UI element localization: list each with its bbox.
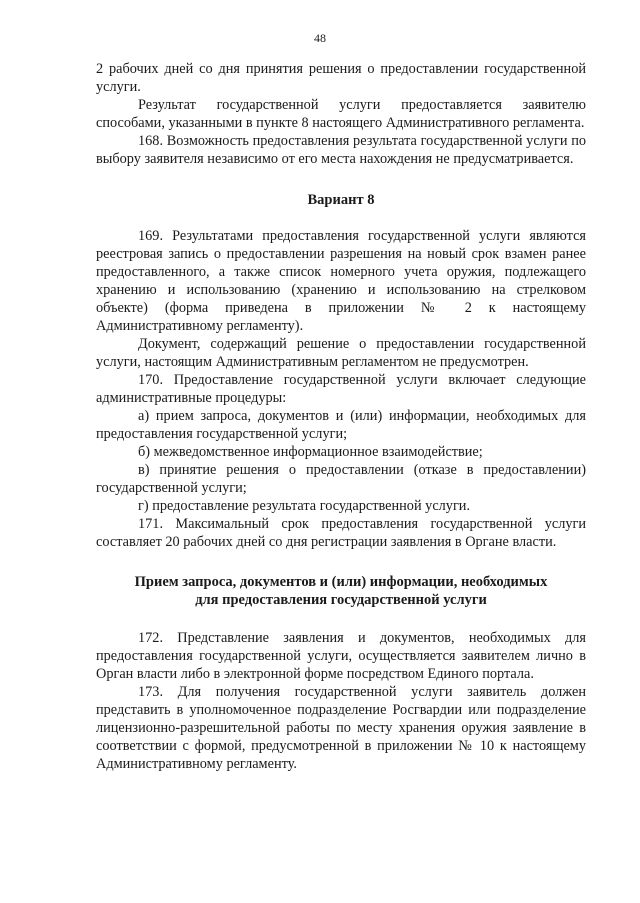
section-heading-line: Прием запроса, документов и (или) информации, необходимых [134, 574, 548, 590]
variant-paragraphs [96, 227, 586, 551]
page-content [96, 60, 586, 773]
section-paragraphs [96, 629, 586, 773]
list-item: в) принятие решения о предоставлении (отказе в предоставлении) государственной услуги; [96, 462, 586, 496]
variant-heading: Вариант 8 [307, 192, 375, 208]
paragraph: 169. Результатами предоставления государственной услуги являются реестровая запись о предоставлении разрешения на новый срок взамен ранее предоставленного, а также список номерного учета оружия, подлежащего хранению и использованию (хранению и использованию на стрелковом объекте) (форма приведена в приложении № 2 к настоящему Административному регламенту). [96, 228, 586, 334]
paragraph: 171. Максимальный срок предоставления государственной услуги составляет 20 рабочих дней со дня регистрации заявления в Органе власти. [96, 516, 586, 550]
paragraph: 170. Предоставление государственной услуги включает следующие административные процедуры: [96, 372, 586, 406]
page-number: 48 [314, 31, 326, 45]
paragraph: Результат государственной услуги предоставляется заявителю способами, указанными в пункте 8 настоящего Административного регламента. [96, 97, 586, 131]
list-item: г) предоставление результата государственной услуги. [138, 498, 471, 514]
paragraph: 172. Представление заявления и документов, необходимых для предоставления государственной услуги, осуществляется заявителем лично в Орган власти либо в электронной форме посредством Единого портала. [96, 630, 586, 682]
top-paragraphs [96, 60, 586, 168]
paragraph: 168. Возможность предоставления результата государственной услуги по выбору заявителя независимо от его места нахождения не предусматривается. [96, 133, 586, 167]
section-heading [96, 573, 586, 609]
list-item: а) прием запроса, документов и (или) информации, необходимых для предоставления государственной услуги; [96, 408, 586, 442]
paragraph: Документ, содержащий решение о предоставлении государственной услуги, настоящим Административным регламентом не предусмотрен. [96, 336, 586, 370]
section-heading-line: для предоставления государственной услуги [195, 592, 487, 608]
paragraph: 2 рабочих дней со дня принятия решения о предоставлении государственной услуги. [96, 61, 586, 95]
list-item: б) межведомственное информационное взаимодействие; [138, 444, 483, 460]
paragraph: 173. Для получения государственной услуги заявитель должен представить в уполномоченное подразделение Росгвардии или подразделение лицензионно-разрешительной работы по месту хранения оружия заявление в соответствии с формой, предусмотренной в приложении № 10 к настоящему Административному регламенту. [96, 684, 586, 772]
